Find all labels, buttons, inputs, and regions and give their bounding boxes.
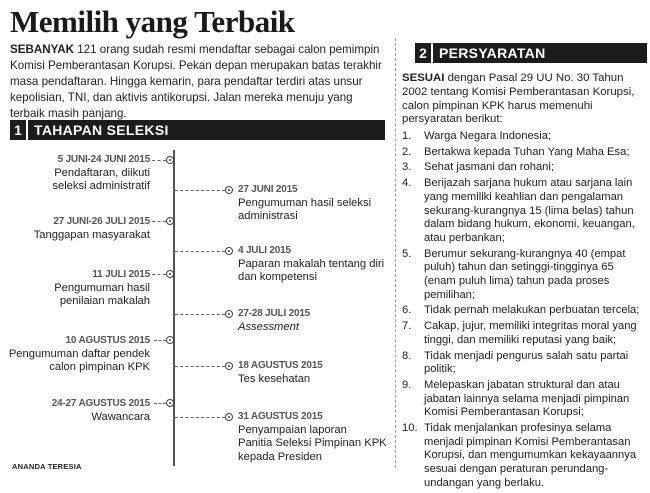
list-item bbox=[402, 177, 647, 246]
item-number: 6. bbox=[402, 304, 412, 317]
event-date: 24-27 AGUSTUS 2015 bbox=[51, 398, 150, 409]
event-date: 31 AGUSTUS 2015 bbox=[238, 411, 323, 422]
item-number: 5. bbox=[402, 247, 412, 260]
timeline-connector bbox=[175, 251, 225, 252]
item-number: 8. bbox=[402, 349, 412, 362]
item-text: Melepaskan jabatan struktural dan atau jabatan lainnya selama menjadi pimpinan Komisi Pemberantasan Korupsi; bbox=[424, 378, 630, 419]
item-text: Sehat jasmani dan rohani; bbox=[424, 161, 554, 174]
list-item bbox=[402, 248, 647, 303]
intro-paragraph bbox=[10, 42, 385, 122]
event-desc: Wawancara bbox=[91, 410, 150, 423]
intro-lead: SEBANYAK bbox=[10, 43, 74, 56]
section-label: TAHAPAN SELEKSI bbox=[34, 122, 169, 138]
event-date: 10 AGUSTUS 2015 bbox=[65, 335, 150, 346]
column-divider bbox=[395, 38, 396, 468]
timeline-line bbox=[173, 150, 175, 466]
event-date: 27-28 JULI 2015 bbox=[238, 308, 311, 319]
event-date: 11 JULI 2015 bbox=[92, 269, 150, 280]
list-item bbox=[402, 350, 647, 377]
timeline-node bbox=[166, 217, 174, 225]
event-date: 27 JUNI 2015 bbox=[238, 184, 298, 195]
timeline-event bbox=[238, 359, 322, 386]
timeline-node bbox=[166, 270, 174, 278]
timeline-node bbox=[166, 336, 174, 344]
requirements-intro-text: dengan Pasal 29 UU No. 30 Tahun 2002 tentang Komisi Pemberantasan Korupsi, calon pimpinan KPK harus memenuhi persyaratan berikut: bbox=[402, 72, 635, 126]
timeline-node bbox=[225, 186, 233, 194]
list-item bbox=[402, 146, 647, 160]
timeline-event bbox=[54, 268, 150, 309]
section-label: PERSYARATAN bbox=[439, 45, 546, 61]
timeline-connector bbox=[175, 314, 225, 315]
page-title: Memilih yang Terbaik bbox=[10, 4, 295, 39]
timeline-event bbox=[52, 397, 150, 424]
timeline-event bbox=[34, 215, 150, 242]
timeline-node bbox=[225, 362, 233, 370]
item-text: Tidak menjalankan profesinya selama menjadi pimpinan Komisi Pemberantasan Korupsi, dan mengumumkan kekayaannya sesuai dengan peraturan perundang-undangan yang berlaku. bbox=[424, 422, 637, 489]
event-date: 4 JULI 2015 bbox=[238, 245, 291, 256]
item-number: 1. bbox=[402, 130, 412, 142]
item-text: Berumur sekurang-kurangnya 40 (empat puluh) tahun dan setinggi-tingginya 65 (enam puluh lima) tahun pada proses pemilihan; bbox=[424, 247, 626, 301]
requirements-intro bbox=[402, 72, 647, 127]
section-header-persyaratan bbox=[415, 43, 647, 63]
item-text: Tidak pernah melakukan perbuatan tercela; bbox=[424, 304, 640, 317]
item-number: 10. bbox=[402, 422, 418, 435]
item-number: 4. bbox=[402, 177, 412, 190]
timeline-event bbox=[238, 183, 371, 224]
event-desc: Pengumuman hasil penilaian makalah bbox=[54, 281, 150, 307]
event-date: 5 JUNI-24 JUNI 2015 bbox=[57, 154, 150, 165]
timeline-event bbox=[9, 334, 150, 375]
section-number: 1 bbox=[10, 120, 28, 140]
timeline-connector bbox=[154, 403, 166, 404]
item-text: Warga Negara Indonesia; bbox=[424, 130, 552, 142]
list-item bbox=[402, 130, 647, 144]
timeline-node bbox=[225, 310, 233, 318]
timeline-node bbox=[166, 156, 174, 164]
event-desc: Pendaftaran, diikuti seleksi administratif bbox=[52, 166, 150, 192]
credit: ANANDA TERESIA bbox=[12, 462, 82, 471]
timeline-connector bbox=[152, 274, 166, 275]
list-item bbox=[402, 422, 647, 491]
list-item bbox=[402, 379, 647, 420]
timeline-connector bbox=[175, 417, 225, 418]
requirements-lead: SESUAI bbox=[402, 72, 445, 84]
item-number: 3. bbox=[402, 161, 412, 174]
item-number: 7. bbox=[402, 320, 412, 333]
timeline-connector bbox=[152, 221, 166, 222]
item-text: Bertakwa kepada Tuhan Yang Maha Esa; bbox=[424, 145, 630, 158]
timeline-node bbox=[166, 399, 174, 407]
event-desc: Paparan makalah tentang diri dan kompetensi bbox=[238, 257, 385, 283]
timeline-connector bbox=[175, 190, 225, 191]
list-item bbox=[402, 320, 647, 347]
timeline-event bbox=[238, 307, 310, 334]
event-desc: Tanggapan masyarakat bbox=[33, 228, 150, 241]
timeline-connector bbox=[154, 340, 166, 341]
intro-text: 121 orang sudah resmi mendaftar sebagai calon pemimpin Komisi Pemberantasan Korupsi. Pekan depan merupakan batas terakhir masa pendaftaran. Hingga kemarin, para pendaftar terdiri atas unsur kepolisian, TNI, dan aktivis antikorupsi. Jalan mereka menuju yang terbaik masih panjang. bbox=[10, 43, 382, 120]
section-number: 2 bbox=[415, 43, 433, 63]
item-text: Tidak menjadi pengurus salah satu partai politik; bbox=[424, 349, 629, 376]
timeline-event bbox=[52, 153, 150, 194]
timeline-connector bbox=[152, 160, 166, 161]
timeline-event bbox=[238, 410, 387, 464]
event-desc: Pengumuman daftar pendek calon pimpinan KPK bbox=[8, 347, 150, 373]
list-item bbox=[402, 161, 647, 175]
section-header-tahapan bbox=[10, 120, 385, 140]
item-number: 2. bbox=[402, 145, 412, 158]
timeline-node bbox=[225, 247, 233, 255]
timeline-connector bbox=[175, 366, 225, 367]
list-item bbox=[402, 304, 647, 318]
event-desc: Tes kesehatan bbox=[238, 372, 311, 385]
timeline-event bbox=[238, 244, 384, 285]
item-text: Berijazah sarjana hukum atau sarjana lain yang memiliki keahlian dan pengalaman sekurang-kurangnya 15 (lima belas) tahun dalam bidang hukum, ekonomi, keuangan, atau perbankan; bbox=[424, 177, 635, 244]
event-date: 18 AGUSTUS 2015 bbox=[238, 360, 323, 371]
event-date: 27 JUNI-26 JULI 2015 bbox=[53, 216, 150, 227]
event-desc: Pengumuman hasil seleksi administrasi bbox=[238, 196, 372, 222]
item-number: 9. bbox=[402, 378, 412, 391]
requirements-list bbox=[402, 130, 647, 493]
event-desc: Assessment bbox=[238, 320, 299, 333]
event-desc: Penyampaian laporan Panitia Seleksi Pimpinan KPK kepada Presiden bbox=[238, 423, 387, 463]
timeline-node bbox=[225, 413, 233, 421]
item-text: Cakap, jujur, memiliki integritas moral yang tinggi, dan memiliki reputasi yang baik; bbox=[424, 320, 637, 346]
